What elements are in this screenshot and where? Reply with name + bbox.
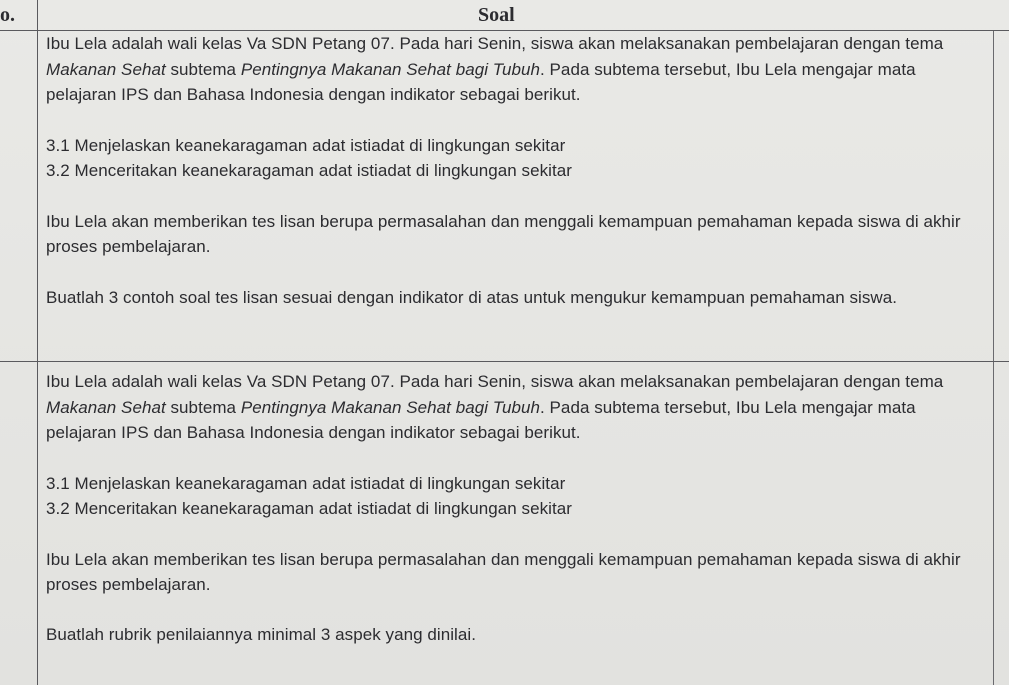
theme-text: Makanan Sehat xyxy=(46,397,166,417)
subtheme-text: Pentingnya Makanan Sehat bagi Tubuh xyxy=(240,397,540,417)
indicator-item: 3.1 Menjelaskan keanekaragaman adat istiadat di lingkungan sekitar xyxy=(46,473,566,493)
indicator-item: 3.2 Menceritakan keanekaragaman adat istiadat di lingkungan sekitar xyxy=(46,161,572,180)
scenario-paragraph: Ibu Lela adalah wali kelas Va SDN Petang 07. Pada hari Senin, siswa akan melaksanakan pembelajaran dengan tema Makanan Sehat subtema Pentingnya Makanan Sehat bagi Tubuh. Pada subtema tersebut, Ibu Lela mengajar mata pelajaran IPS dan Bahasa Indonesia dengan indikator sebagai berikut. xyxy=(46,34,944,104)
row-divider xyxy=(0,361,1009,362)
theme-text: Makanan Sehat xyxy=(46,59,166,79)
column-divider xyxy=(37,0,38,685)
scenario-paragraph: Ibu Lela adalah wali kelas Va SDN Petang 07. Pada hari Senin, siswa akan melaksanakan pembelajaran dengan tema Makanan Sehat subtema Pentingnya Makanan Sehat bagi Tubuh. Pada subtema tersebut, Ibu Lela mengajar mata pelajaran IPS dan Bahasa Indonesia dengan indikator sebagai berikut. xyxy=(46,372,944,442)
task-paragraph: Buatlah 3 contoh soal tes lisan sesuai dengan indikator di atas untuk mengukur kemampuan pemahaman siswa. xyxy=(46,287,898,307)
indicator-item: 3.2 Menceritakan keanekaragaman adat istiadat di lingkungan sekitar xyxy=(46,499,572,518)
table-right-border xyxy=(993,30,994,685)
question-cell-2 xyxy=(46,369,990,647)
column-header-no: o. xyxy=(0,4,15,26)
test-info-paragraph: Ibu Lela akan memberikan tes lisan berupa permasalahan dan menggali kemampuan pemahaman kepada siswa di akhir proses pembelajaran. xyxy=(46,211,961,256)
task-paragraph: Buatlah rubrik penilaiannya minimal 3 aspek yang dinilai. xyxy=(46,624,476,644)
test-info-paragraph: Ibu Lela akan memberikan tes lisan berupa permasalahan dan menggali kemampuan pemahaman kepada siswa di akhir proses pembelajaran. xyxy=(46,549,961,594)
indicator-item: 3.1 Menjelaskan keanekaragaman adat istiadat di lingkungan sekitar xyxy=(46,135,566,155)
subtheme-text: Pentingnya Makanan Sehat bagi Tubuh xyxy=(240,59,540,79)
question-cell-1 xyxy=(46,31,990,310)
column-header-soal: Soal xyxy=(478,4,515,26)
